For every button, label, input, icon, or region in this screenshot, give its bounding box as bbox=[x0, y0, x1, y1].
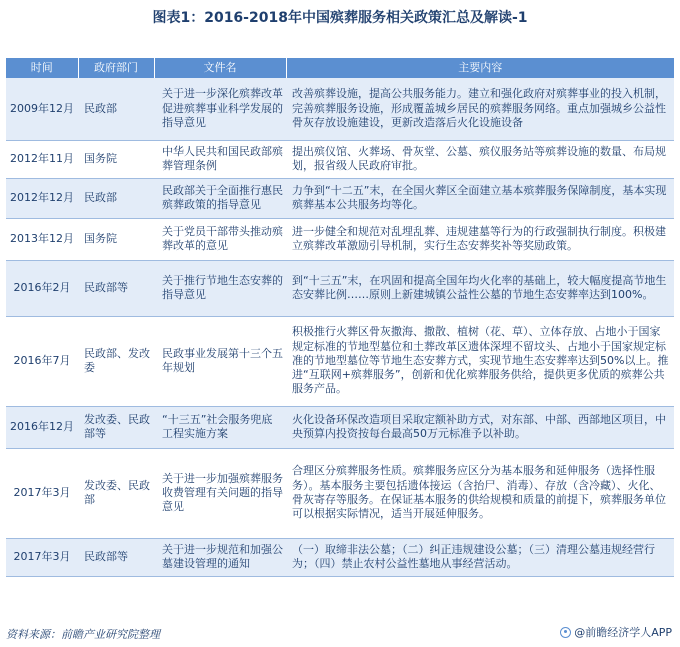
table-row bbox=[6, 178, 674, 218]
cell-file: 关于推行节地生态安葬的指导意见 bbox=[154, 260, 286, 316]
cell-content: 进一步健全和规范对乱埋乱葬、违规建墓等行为的行政强制执行制度。积极建立殡葬改革激励引导机制，实行生态安葬奖补等奖励政策。 bbox=[286, 218, 674, 260]
cell-time: 2016年12月 bbox=[6, 406, 78, 448]
table-row bbox=[6, 316, 674, 406]
cell-content: 力争到“十二五”末，在全国火葬区全面建立基本殡葬服务保障制度，基本实现殡葬基本公共服务均等化。 bbox=[286, 178, 674, 218]
cell-time: 2017年3月 bbox=[6, 538, 78, 576]
table-header-row bbox=[6, 58, 674, 78]
cell-dept: 发改委、民政部等 bbox=[78, 406, 154, 448]
cell-content: 火化设备环保改造项目采取定额补助方式，对东部、中部、西部地区项目，中央预算内投资按每台最高50万元标准予以补助。 bbox=[286, 406, 674, 448]
cell-time: 2012年12月 bbox=[6, 178, 78, 218]
cell-file: 关于进一步加强殡葬服务收费管理有关问题的指导意见 bbox=[154, 448, 286, 538]
cell-dept: 民政部 bbox=[78, 178, 154, 218]
cell-content: 到“十三五”末，在巩固和提高全国年均火化率的基础上，较大幅度提高节地生态安葬比例……原则上新建城镇公益性公墓的节地生态安葬率达到100%。 bbox=[286, 260, 674, 316]
source-note: 资料来源：前瞻产业研究院整理 bbox=[6, 628, 160, 641]
cell-file: 民政事业发展第十三个五年规划 bbox=[154, 316, 286, 406]
cell-content: 改善殡葬设施，提高公共服务能力。建立和强化政府对殡葬事业的投入机制，完善殡葬服务设施，形成覆盖城乡居民的殡葬服务网络。重点加强城乡公益性骨灰存放设施建设，更新改造落后火化设施设备 bbox=[286, 78, 674, 140]
cell-time: 2013年12月 bbox=[6, 218, 78, 260]
cell-dept: 民政部、发改委 bbox=[78, 316, 154, 406]
header-dept: 政府部门 bbox=[78, 58, 154, 78]
circle-logo-icon bbox=[560, 627, 571, 638]
table-row bbox=[6, 448, 674, 538]
cell-content: 积极推行火葬区骨灰撒海、撒散、植树（花、草）、立体存放、占地小于国家规定标准的节地型墓位和土葬改革区遗体深埋不留坟头、占地小于国家规定标准的节地型墓位等节地生态安葬方式，实现节地生态安葬率达到50%以上。推进“互联网+殡葬服务”，创新和优化殡葬服务供给，提供更多优质的殡葬公共服务产品。 bbox=[286, 316, 674, 406]
cell-time: 2009年12月 bbox=[6, 78, 78, 140]
cell-dept: 国务院 bbox=[78, 218, 154, 260]
table-row bbox=[6, 260, 674, 316]
cell-time: 2016年2月 bbox=[6, 260, 78, 316]
cell-file: “十三五”社会服务兜底工程实施方案 bbox=[154, 406, 286, 448]
cell-dept: 民政部等 bbox=[78, 260, 154, 316]
table-row bbox=[6, 406, 674, 448]
cell-dept: 民政部 bbox=[78, 78, 154, 140]
table-row bbox=[6, 78, 674, 140]
cell-content: 提出殡仪馆、火葬场、骨灰堂、公墓、殡仪服务站等殡葬设施的数量、布局规划，报省级人民政府审批。 bbox=[286, 140, 674, 178]
page-title: 图表1：2016-2018年中国殡葬服务相关政策汇总及解读-1 bbox=[152, 10, 528, 26]
cell-time: 2012年11月 bbox=[6, 140, 78, 178]
brand-label: @前瞻经济学人APP bbox=[574, 626, 672, 639]
policy-table bbox=[6, 58, 674, 577]
header-time: 时间 bbox=[6, 58, 78, 78]
header-file: 文件名 bbox=[154, 58, 286, 78]
table-row bbox=[6, 140, 674, 178]
cell-time: 2016年7月 bbox=[6, 316, 78, 406]
cell-file: 关于党员干部带头推动殡葬改革的意见 bbox=[154, 218, 286, 260]
cell-dept: 民政部等 bbox=[78, 538, 154, 576]
cell-content: （一）取缔非法公墓；（二）纠正违规建设公墓；（三）清理公墓违规经营行为；（四）禁止农村公益性墓地从事经营活动。 bbox=[286, 538, 674, 576]
header-content: 主要内容 bbox=[286, 58, 674, 78]
cell-time: 2017年3月 bbox=[6, 448, 78, 538]
cell-dept: 国务院 bbox=[78, 140, 154, 178]
cell-file: 民政部关于全面推行惠民殡葬政策的指导意见 bbox=[154, 178, 286, 218]
cell-content: 合理区分殡葬服务性质。殡葬服务应区分为基本服务和延伸服务（选择性服务）。基本服务主要包括遗体接运（含抬尸、消毒）、存放（含冷藏）、火化、骨灰寄存等服务。在保证基本服务的供给规模和质量的前提下，殡葬服务单位可以根据实际情况，适当开展延伸服务。 bbox=[286, 448, 674, 538]
cell-file: 关于进一步深化殡葬改革促进殡葬事业科学发展的指导意见 bbox=[154, 78, 286, 140]
cell-file: 中华人民共和国民政部殡葬管理条例 bbox=[154, 140, 286, 178]
cell-file: 关于进一步规范和加强公墓建设管理的通知 bbox=[154, 538, 286, 576]
table-row bbox=[6, 538, 674, 576]
brand-credit bbox=[560, 624, 672, 640]
table-row bbox=[6, 218, 674, 260]
cell-dept: 发改委、民政部 bbox=[78, 448, 154, 538]
